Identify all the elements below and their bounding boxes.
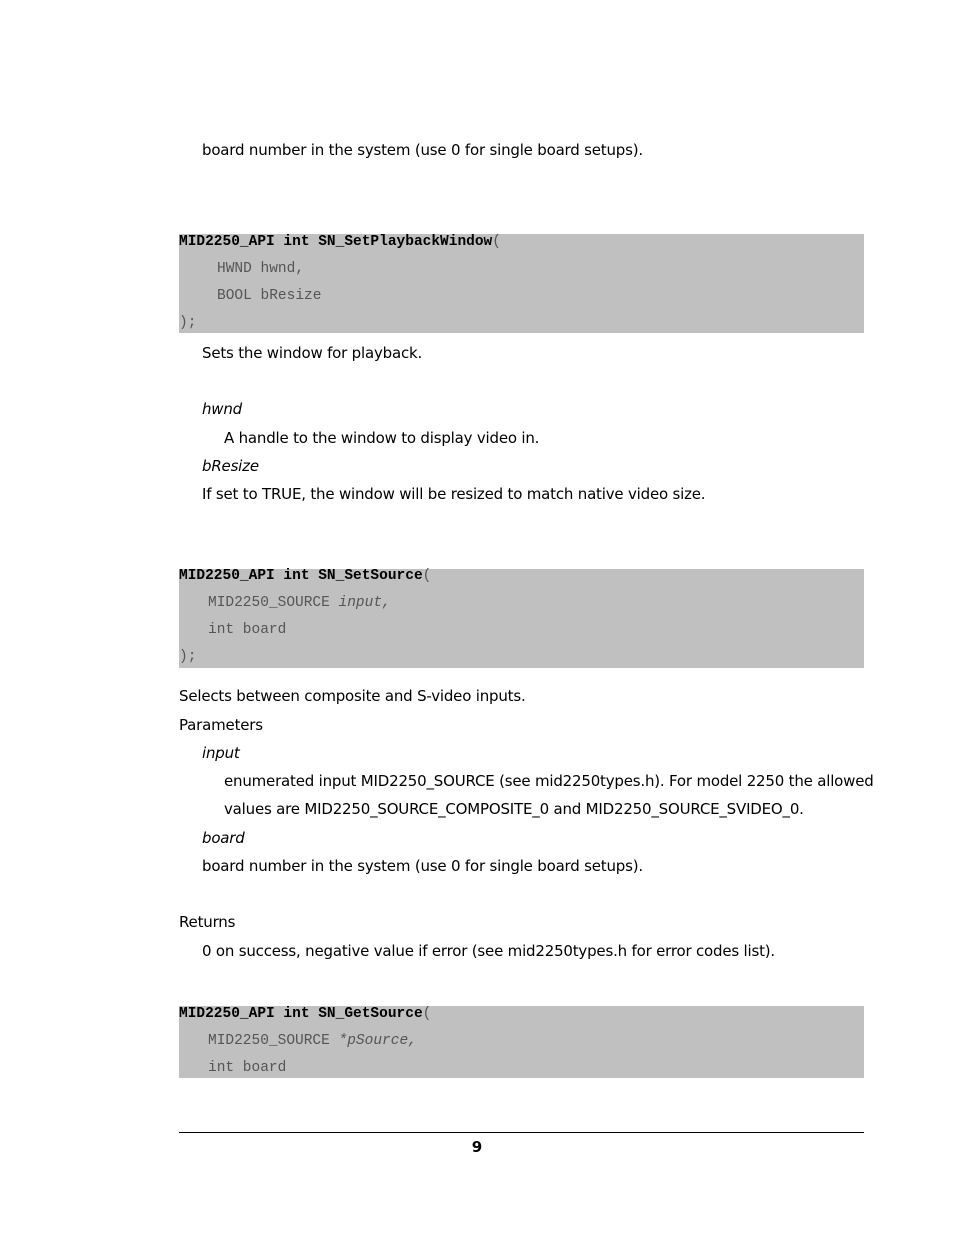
param-desc-board: board number in the system (use 0 for single board setups). bbox=[202, 857, 643, 875]
function-description: Selects between composite and S-video inputs. bbox=[179, 687, 526, 705]
page-number: 9 bbox=[471, 1138, 483, 1156]
returns-description: 0 on success, negative value if error (see mid2250types.h for error codes list). bbox=[202, 942, 775, 960]
code-block-set-source bbox=[179, 569, 864, 668]
param-line-board: int board bbox=[208, 622, 287, 638]
function-description: Sets the window for playback. bbox=[202, 344, 423, 362]
function-signature: MID2250_API int SN_GetSource( bbox=[179, 1006, 432, 1022]
param-desc-hwnd: A handle to the window to display video in. bbox=[224, 429, 540, 447]
param-line-psource: MID2250_SOURCE *pSource, bbox=[208, 1033, 417, 1049]
board-param-description-top: board number in the system (use 0 for single board setups). bbox=[202, 141, 643, 159]
parameters-heading: Parameters bbox=[179, 716, 263, 734]
closing-paren: ); bbox=[179, 649, 197, 665]
param-line-input: MID2250_SOURCE input, bbox=[208, 595, 391, 611]
param-desc-input-line2: values are MID2250_SOURCE_COMPOSITE_0 and MID2250_SOURCE_SVIDEO_0. bbox=[224, 800, 804, 818]
code-block-get-source bbox=[179, 1006, 864, 1078]
param-desc-input-line1: enumerated input MID2250_SOURCE (see mid2250types.h). For model 2250 the allowed bbox=[224, 772, 874, 790]
param-line-board: int board bbox=[208, 1060, 287, 1076]
param-line-hwnd: HWND hwnd, bbox=[217, 261, 305, 277]
code-block-set-playback-window bbox=[179, 234, 864, 333]
closing-paren: ); bbox=[179, 315, 197, 331]
param-line-bresize: BOOL bResize bbox=[217, 288, 322, 304]
function-signature: MID2250_API int SN_SetSource( bbox=[179, 568, 432, 584]
param-name-input: input bbox=[202, 744, 240, 762]
returns-heading: Returns bbox=[179, 913, 236, 931]
param-name-hwnd: hwnd bbox=[202, 400, 243, 418]
param-name-board: board bbox=[202, 829, 245, 847]
param-desc-bresize: If set to TRUE, the window will be resized to match native video size. bbox=[202, 485, 706, 503]
footer-rule bbox=[179, 1132, 864, 1133]
param-name-bresize: bResize bbox=[202, 457, 259, 475]
function-signature: MID2250_API int SN_SetPlaybackWindow( bbox=[179, 234, 501, 250]
